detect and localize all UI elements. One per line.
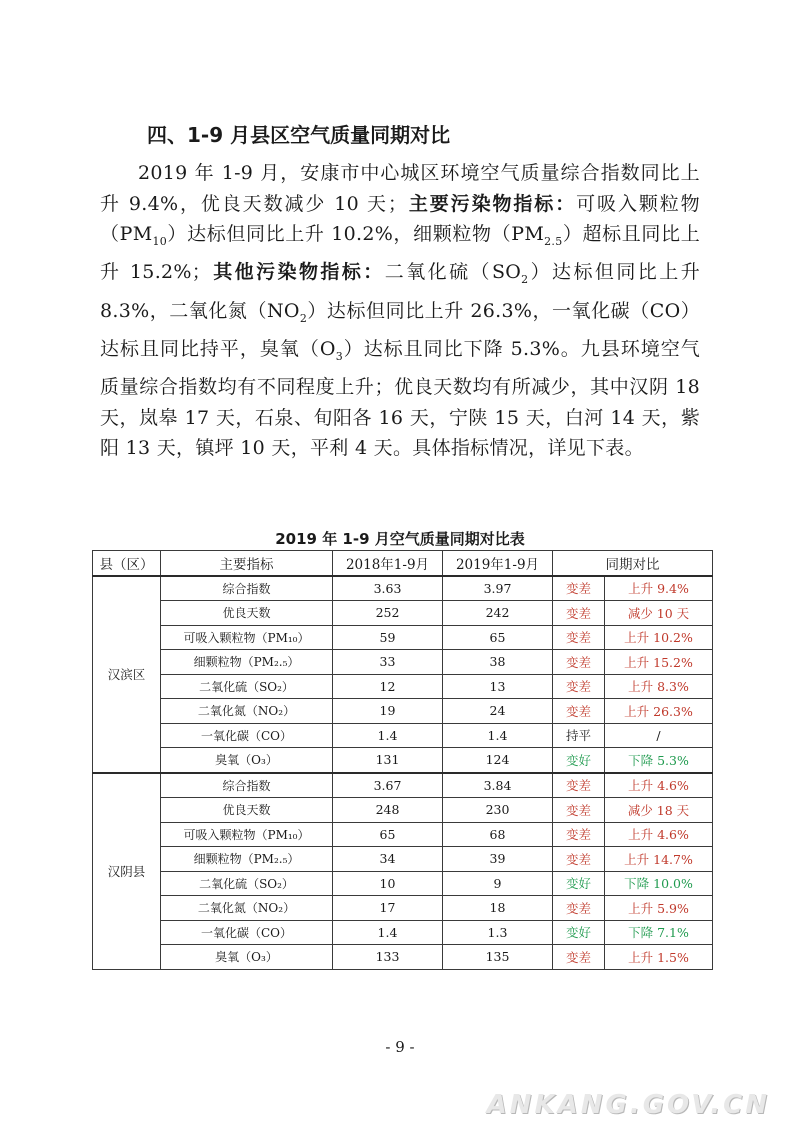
- table-row: [93, 871, 713, 896]
- trend-cell: 变差: [553, 847, 605, 872]
- body-paragraph-block: [100, 158, 700, 464]
- change-cell: 上升 26.3%: [605, 699, 713, 724]
- change-cell: 减少 10 天: [605, 601, 713, 626]
- value-2018-cell: 65: [333, 822, 443, 847]
- change-cell: 上升 1.5%: [605, 945, 713, 970]
- value-2018-cell: 3.63: [333, 576, 443, 601]
- indicator-cell: 可吸入颗粒物（PM₁₀）: [161, 822, 333, 847]
- table-row: [93, 798, 713, 823]
- county-cell: 汉阴县: [93, 773, 161, 970]
- trend-cell: 持平: [553, 723, 605, 748]
- header-county: 县（区）: [93, 551, 161, 576]
- trend-cell: 变好: [553, 871, 605, 896]
- county-cell: 汉滨区: [93, 576, 161, 773]
- table-row: [93, 723, 713, 748]
- comparison-table: [92, 550, 713, 970]
- trend-cell: 变差: [553, 798, 605, 823]
- paragraph-run: ）达标但同比上升 10.2%，细颗粒物（PM: [167, 223, 545, 245]
- paragraph-run: ）超标且同比上升 15.2%；: [100, 223, 700, 284]
- indicator-cell: 臭氧（O₃）: [161, 748, 333, 773]
- value-2019-cell: 18: [443, 896, 553, 921]
- paragraph-subscript: 2: [521, 273, 529, 287]
- indicator-cell: 细颗粒物（PM₂.₅）: [161, 847, 333, 872]
- trend-cell: 变差: [553, 699, 605, 724]
- table-row: [93, 748, 713, 773]
- change-cell: 下降 5.3%: [605, 748, 713, 773]
- change-cell: 上升 9.4%: [605, 576, 713, 601]
- header-2019: 2019年1-9月: [443, 551, 553, 576]
- indicator-cell: 一氧化碳（CO）: [161, 920, 333, 945]
- table-row: [93, 650, 713, 675]
- value-2018-cell: 133: [333, 945, 443, 970]
- paragraph-run: 2019 年 1-9 月，安康市中心城区环境空气质量综合指数同比上升 9.4%，优良天数减少 10 天；: [100, 162, 700, 215]
- paragraph-subscript: 2: [299, 311, 308, 325]
- change-cell: 上升 8.3%: [605, 674, 713, 699]
- change-cell: 上升 15.2%: [605, 650, 713, 675]
- header-2018: 2018年1-9月: [333, 551, 443, 576]
- table-row: [93, 847, 713, 872]
- table-row: [93, 674, 713, 699]
- paragraph-subscript: 2.5: [544, 234, 563, 248]
- trend-cell: 变差: [553, 625, 605, 650]
- value-2019-cell: 1.4: [443, 723, 553, 748]
- value-2018-cell: 3.67: [333, 773, 443, 798]
- change-cell: 上升 10.2%: [605, 625, 713, 650]
- value-2018-cell: 1.4: [333, 920, 443, 945]
- indicator-cell: 优良天数: [161, 601, 333, 626]
- trend-cell: 变差: [553, 576, 605, 601]
- value-2018-cell: 12: [333, 674, 443, 699]
- value-2018-cell: 33: [333, 650, 443, 675]
- table-title: 2019 年 1-9 月空气质量同期对比表: [275, 530, 525, 548]
- indicator-cell: 可吸入颗粒物（PM₁₀）: [161, 625, 333, 650]
- site-watermark: ANKANG.GOV.CN: [486, 1090, 770, 1120]
- paragraph-subscript: 3: [335, 349, 344, 363]
- trend-cell: 变差: [553, 896, 605, 921]
- change-cell: 上升 4.6%: [605, 822, 713, 847]
- change-cell: /: [605, 723, 713, 748]
- header-compare: 同期对比: [553, 551, 713, 576]
- value-2018-cell: 1.4: [333, 723, 443, 748]
- change-cell: 下降 7.1%: [605, 920, 713, 945]
- value-2019-cell: 3.84: [443, 773, 553, 798]
- table-row: [93, 945, 713, 970]
- indicator-cell: 二氧化氮（NO₂）: [161, 896, 333, 921]
- value-2019-cell: 230: [443, 798, 553, 823]
- value-2019-cell: 1.3: [443, 920, 553, 945]
- indicator-cell: 综合指数: [161, 773, 333, 798]
- change-cell: 上升 4.6%: [605, 773, 713, 798]
- indicator-cell: 二氧化氮（NO₂）: [161, 699, 333, 724]
- value-2019-cell: 65: [443, 625, 553, 650]
- table-row: [93, 625, 713, 650]
- trend-cell: 变差: [553, 650, 605, 675]
- paragraph-run: ）达标但同比上升 8.3%，二氧化氮（NO: [100, 261, 700, 322]
- value-2019-cell: 135: [443, 945, 553, 970]
- value-2018-cell: 19: [333, 699, 443, 724]
- value-2018-cell: 34: [333, 847, 443, 872]
- header-indicator: 主要指标: [161, 551, 333, 576]
- trend-cell: 变差: [553, 773, 605, 798]
- indicator-cell: 二氧化硫（SO₂）: [161, 674, 333, 699]
- table-row: [93, 773, 713, 798]
- value-2019-cell: 9: [443, 871, 553, 896]
- paragraph-bold-run: 主要污染物指标：: [407, 192, 577, 215]
- paragraph-run: 二氧化硫（SO: [384, 261, 522, 284]
- page-number: - 9 -: [385, 1038, 415, 1056]
- indicator-cell: 综合指数: [161, 576, 333, 601]
- value-2019-cell: 124: [443, 748, 553, 773]
- table-row: [93, 920, 713, 945]
- trend-cell: 变差: [553, 601, 605, 626]
- indicator-cell: 优良天数: [161, 798, 333, 823]
- paragraph-run: ）达标但同比上升 26.3%，一氧化碳（CO）达标且同比持平，臭氧（O: [100, 299, 700, 360]
- value-2018-cell: 131: [333, 748, 443, 773]
- paragraph-subscript: 10: [152, 234, 168, 248]
- paragraph-run: ）达标且同比下降 5.3%。九县环境空气质量综合指数均有不同程度上升；优良天数均有所减少，其中汉阴 18 天，岚皋 17 天，石泉、旬阳各 16 天，宁陕 15 天，白河 14 天，紫阳 13 天，镇坪 10 天，平利 4 天。具体指标情况，详见下表。: [100, 337, 700, 460]
- value-2018-cell: 59: [333, 625, 443, 650]
- table-row: [93, 576, 713, 601]
- table-row: [93, 896, 713, 921]
- indicator-cell: 一氧化碳（CO）: [161, 723, 333, 748]
- table-row: [93, 601, 713, 626]
- value-2019-cell: 13: [443, 674, 553, 699]
- section-heading: 四、1-9 月县区空气质量同期对比: [147, 123, 451, 147]
- trend-cell: 变差: [553, 822, 605, 847]
- table-row: [93, 822, 713, 847]
- value-2018-cell: 248: [333, 798, 443, 823]
- value-2019-cell: 38: [443, 650, 553, 675]
- value-2019-cell: 68: [443, 822, 553, 847]
- trend-cell: 变好: [553, 920, 605, 945]
- value-2019-cell: 39: [443, 847, 553, 872]
- value-2018-cell: 252: [333, 601, 443, 626]
- indicator-cell: 二氧化硫（SO₂）: [161, 871, 333, 896]
- table-header-row: [93, 551, 713, 576]
- value-2019-cell: 24: [443, 699, 553, 724]
- trend-cell: 变好: [553, 748, 605, 773]
- trend-cell: 变差: [553, 674, 605, 699]
- indicator-cell: 臭氧（O₃）: [161, 945, 333, 970]
- body-paragraph: [100, 158, 700, 464]
- change-cell: 减少 18 天: [605, 798, 713, 823]
- table-body: [93, 576, 713, 970]
- value-2019-cell: 3.97: [443, 576, 553, 601]
- indicator-cell: 细颗粒物（PM₂.₅）: [161, 650, 333, 675]
- value-2019-cell: 242: [443, 601, 553, 626]
- change-cell: 下降 10.0%: [605, 871, 713, 896]
- value-2018-cell: 10: [333, 871, 443, 896]
- paragraph-run: 可吸入颗粒物（PM: [100, 192, 700, 245]
- table-row: [93, 699, 713, 724]
- value-2018-cell: 17: [333, 896, 443, 921]
- change-cell: 上升 5.9%: [605, 896, 713, 921]
- paragraph-bold-run: 其他污染物指标：: [211, 261, 385, 284]
- trend-cell: 变差: [553, 945, 605, 970]
- change-cell: 上升 14.7%: [605, 847, 713, 872]
